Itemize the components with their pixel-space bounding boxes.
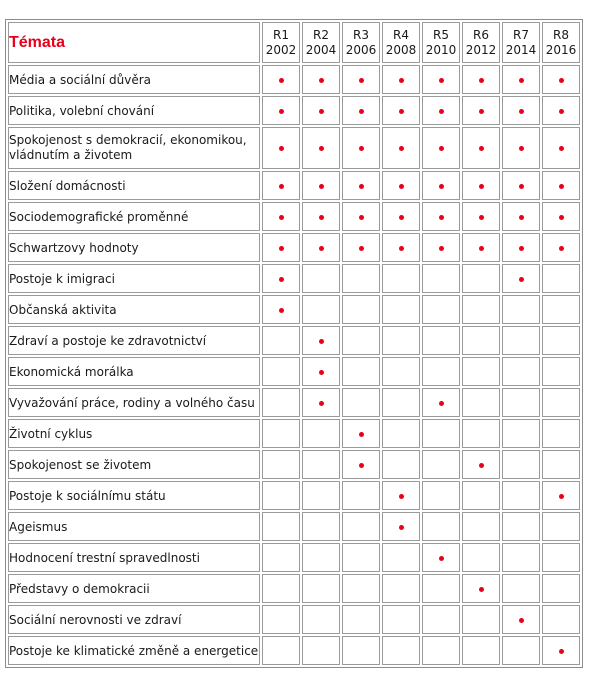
- round-cell: [262, 295, 300, 324]
- round-cell: [302, 233, 340, 262]
- round-column-header: [542, 22, 580, 63]
- table-row: [8, 65, 580, 94]
- round-cell: [342, 512, 380, 541]
- round-cell: [262, 202, 300, 231]
- round-cell: [462, 96, 500, 125]
- round-cell: [422, 574, 460, 603]
- included-dot-icon: [359, 463, 364, 468]
- round-cell: [342, 357, 380, 386]
- round-cell: [342, 202, 380, 231]
- included-dot-icon: [279, 78, 284, 83]
- round-year: 2004: [305, 42, 337, 57]
- table-row: [8, 512, 580, 541]
- included-dot-icon: [319, 215, 324, 220]
- included-dot-icon: [559, 184, 564, 189]
- round-column-header: [502, 22, 540, 63]
- round-cell: [502, 388, 540, 417]
- round-cell: [502, 636, 540, 665]
- included-dot-icon: [439, 78, 444, 83]
- round-cell: [342, 295, 380, 324]
- round-cell: [342, 171, 380, 200]
- table-row: [8, 481, 580, 510]
- round-column-header: [342, 22, 380, 63]
- round-cell: [422, 605, 460, 634]
- round-column-header: [302, 22, 340, 63]
- round-cell: [262, 96, 300, 125]
- included-dot-icon: [399, 109, 404, 114]
- round-cell: [462, 605, 500, 634]
- round-cell: [302, 388, 340, 417]
- included-dot-icon: [479, 246, 484, 251]
- round-cell: [462, 264, 500, 293]
- included-dot-icon: [399, 184, 404, 189]
- round-column-header: [382, 22, 420, 63]
- round-cell: [262, 171, 300, 200]
- round-cell: [462, 419, 500, 448]
- round-cell: [542, 574, 580, 603]
- included-dot-icon: [279, 184, 284, 189]
- included-dot-icon: [519, 109, 524, 114]
- included-dot-icon: [559, 494, 564, 499]
- included-dot-icon: [359, 432, 364, 437]
- round-cell: [462, 543, 500, 572]
- header-row: [8, 22, 580, 63]
- table-row: [8, 636, 580, 665]
- round-cell: [262, 264, 300, 293]
- round-cell: [302, 481, 340, 510]
- topic-label: Složení domácnosti: [8, 171, 260, 200]
- included-dot-icon: [359, 246, 364, 251]
- table-row: [8, 605, 580, 634]
- round-cell: [262, 636, 300, 665]
- round-cell: [302, 636, 340, 665]
- round-cell: [342, 264, 380, 293]
- round-cell: [502, 512, 540, 541]
- included-dot-icon: [439, 246, 444, 251]
- topic-label: Politika, volební chování: [8, 96, 260, 125]
- round-cell: [502, 574, 540, 603]
- included-dot-icon: [359, 146, 364, 151]
- table-row: [8, 295, 580, 324]
- round-cell: [302, 450, 340, 479]
- round-cell: [342, 388, 380, 417]
- included-dot-icon: [439, 146, 444, 151]
- included-dot-icon: [399, 494, 404, 499]
- included-dot-icon: [279, 109, 284, 114]
- round-cell: [342, 574, 380, 603]
- round-cell: [502, 127, 540, 169]
- round-cell: [382, 202, 420, 231]
- topic-label: Ekonomická morálka: [8, 357, 260, 386]
- round-column-header: [462, 22, 500, 63]
- included-dot-icon: [319, 184, 324, 189]
- round-cell: [422, 96, 460, 125]
- round-cell: [542, 171, 580, 200]
- included-dot-icon: [479, 215, 484, 220]
- round-cell: [422, 481, 460, 510]
- round-cell: [502, 202, 540, 231]
- round-cell: [502, 65, 540, 94]
- round-cell: [262, 450, 300, 479]
- round-cell: [462, 233, 500, 262]
- table-row: [8, 543, 580, 572]
- round-code: R8: [553, 27, 569, 42]
- round-cell: [542, 636, 580, 665]
- round-cell: [462, 127, 500, 169]
- included-dot-icon: [519, 618, 524, 623]
- topics-column-header: Témata: [8, 22, 260, 63]
- round-cell: [542, 326, 580, 355]
- round-cell: [542, 543, 580, 572]
- round-year: 2010: [425, 42, 457, 57]
- round-cell: [382, 233, 420, 262]
- round-cell: [382, 481, 420, 510]
- included-dot-icon: [279, 246, 284, 251]
- table-row: [8, 574, 580, 603]
- round-code: R7: [513, 27, 529, 42]
- round-cell: [302, 419, 340, 448]
- topic-label: Občanská aktivita: [8, 295, 260, 324]
- included-dot-icon: [519, 78, 524, 83]
- topic-label: Schwartzovy hodnoty: [8, 233, 260, 262]
- round-cell: [462, 65, 500, 94]
- round-cell: [302, 605, 340, 634]
- table-row: [8, 388, 580, 417]
- round-cell: [342, 65, 380, 94]
- table-row: [8, 419, 580, 448]
- topics-table: [5, 19, 583, 668]
- round-year: 2016: [545, 42, 577, 57]
- round-cell: [422, 450, 460, 479]
- round-year: 2008: [385, 42, 417, 57]
- round-cell: [382, 636, 420, 665]
- included-dot-icon: [559, 215, 564, 220]
- topic-label: Postoje k imigraci: [8, 264, 260, 293]
- included-dot-icon: [319, 78, 324, 83]
- round-cell: [302, 357, 340, 386]
- round-cell: [302, 65, 340, 94]
- round-cell: [262, 388, 300, 417]
- round-cell: [422, 512, 460, 541]
- table-row: [8, 202, 580, 231]
- round-cell: [542, 357, 580, 386]
- round-cell: [382, 605, 420, 634]
- included-dot-icon: [399, 215, 404, 220]
- round-cell: [342, 636, 380, 665]
- included-dot-icon: [519, 277, 524, 282]
- round-cell: [542, 481, 580, 510]
- round-cell: [502, 264, 540, 293]
- round-cell: [542, 419, 580, 448]
- included-dot-icon: [479, 463, 484, 468]
- included-dot-icon: [559, 146, 564, 151]
- round-cell: [262, 326, 300, 355]
- round-cell: [502, 481, 540, 510]
- included-dot-icon: [319, 370, 324, 375]
- round-cell: [262, 233, 300, 262]
- included-dot-icon: [479, 184, 484, 189]
- round-cell: [302, 202, 340, 231]
- round-cell: [502, 450, 540, 479]
- round-cell: [462, 326, 500, 355]
- included-dot-icon: [359, 215, 364, 220]
- included-dot-icon: [559, 78, 564, 83]
- included-dot-icon: [479, 109, 484, 114]
- round-cell: [422, 543, 460, 572]
- round-cell: [302, 543, 340, 572]
- round-cell: [382, 450, 420, 479]
- included-dot-icon: [319, 246, 324, 251]
- included-dot-icon: [399, 78, 404, 83]
- round-cell: [262, 512, 300, 541]
- included-dot-icon: [319, 339, 324, 344]
- round-year: 2012: [465, 42, 497, 57]
- included-dot-icon: [439, 401, 444, 406]
- round-cell: [542, 512, 580, 541]
- round-cell: [382, 65, 420, 94]
- round-cell: [302, 512, 340, 541]
- round-cell: [542, 605, 580, 634]
- round-cell: [422, 127, 460, 169]
- round-cell: [342, 543, 380, 572]
- topic-label: Ageismus: [8, 512, 260, 541]
- round-cell: [262, 543, 300, 572]
- round-cell: [462, 574, 500, 603]
- round-cell: [462, 171, 500, 200]
- round-cell: [302, 171, 340, 200]
- included-dot-icon: [279, 146, 284, 151]
- round-cell: [542, 233, 580, 262]
- round-cell: [262, 127, 300, 169]
- included-dot-icon: [439, 109, 444, 114]
- round-cell: [382, 574, 420, 603]
- table-row: [8, 96, 580, 125]
- round-cell: [342, 326, 380, 355]
- topic-label: Spokojenost s demokracií, ekonomikou, vládnutím a životem: [8, 127, 260, 169]
- table-row: [8, 127, 580, 169]
- included-dot-icon: [319, 401, 324, 406]
- topic-label: Vyvažování práce, rodiny a volného času: [8, 388, 260, 417]
- topics-table-wrapper: [5, 19, 583, 668]
- round-cell: [262, 357, 300, 386]
- round-cell: [422, 65, 460, 94]
- included-dot-icon: [319, 146, 324, 151]
- included-dot-icon: [439, 215, 444, 220]
- round-cell: [422, 264, 460, 293]
- included-dot-icon: [359, 109, 364, 114]
- round-cell: [342, 233, 380, 262]
- round-cell: [262, 605, 300, 634]
- round-cell: [302, 574, 340, 603]
- round-cell: [382, 295, 420, 324]
- included-dot-icon: [559, 109, 564, 114]
- included-dot-icon: [559, 649, 564, 654]
- round-cell: [542, 295, 580, 324]
- round-cell: [302, 96, 340, 125]
- round-code: R5: [433, 27, 449, 42]
- round-cell: [422, 171, 460, 200]
- round-cell: [462, 295, 500, 324]
- table-row: [8, 450, 580, 479]
- round-year: 2002: [265, 42, 297, 57]
- included-dot-icon: [559, 246, 564, 251]
- round-cell: [302, 326, 340, 355]
- round-cell: [422, 326, 460, 355]
- round-cell: [542, 96, 580, 125]
- round-cell: [422, 419, 460, 448]
- round-cell: [382, 127, 420, 169]
- round-cell: [542, 127, 580, 169]
- round-cell: [382, 96, 420, 125]
- included-dot-icon: [479, 146, 484, 151]
- round-cell: [302, 127, 340, 169]
- round-year: 2014: [505, 42, 537, 57]
- round-cell: [422, 202, 460, 231]
- round-cell: [462, 512, 500, 541]
- round-cell: [342, 96, 380, 125]
- round-cell: [462, 357, 500, 386]
- round-cell: [382, 388, 420, 417]
- included-dot-icon: [279, 308, 284, 313]
- round-cell: [502, 233, 540, 262]
- round-cell: [262, 65, 300, 94]
- topic-label: Zdraví a postoje ke zdravotnictví: [8, 326, 260, 355]
- included-dot-icon: [519, 215, 524, 220]
- round-code: R6: [473, 27, 489, 42]
- round-year: 2006: [345, 42, 377, 57]
- round-cell: [422, 233, 460, 262]
- topic-label: Hodnocení trestní spravedlnosti: [8, 543, 260, 572]
- round-cell: [462, 388, 500, 417]
- round-column-header: [422, 22, 460, 63]
- round-cell: [262, 481, 300, 510]
- topic-label: Sociodemografické proměnné: [8, 202, 260, 231]
- included-dot-icon: [359, 184, 364, 189]
- round-cell: [302, 264, 340, 293]
- included-dot-icon: [399, 146, 404, 151]
- round-cell: [382, 171, 420, 200]
- topic-label: Sociální nerovnosti ve zdraví: [8, 605, 260, 634]
- round-code: R3: [353, 27, 369, 42]
- included-dot-icon: [479, 587, 484, 592]
- round-cell: [502, 605, 540, 634]
- table-row: [8, 357, 580, 386]
- included-dot-icon: [519, 146, 524, 151]
- table-row: [8, 326, 580, 355]
- round-cell: [542, 65, 580, 94]
- round-cell: [502, 419, 540, 448]
- round-cell: [382, 357, 420, 386]
- round-cell: [542, 202, 580, 231]
- included-dot-icon: [519, 184, 524, 189]
- round-cell: [422, 295, 460, 324]
- round-cell: [462, 450, 500, 479]
- round-cell: [502, 326, 540, 355]
- round-cell: [342, 481, 380, 510]
- round-cell: [342, 419, 380, 448]
- table-row: [8, 264, 580, 293]
- topic-label: Média a sociální důvěra: [8, 65, 260, 94]
- included-dot-icon: [399, 525, 404, 530]
- topic-label: Spokojenost se životem: [8, 450, 260, 479]
- included-dot-icon: [479, 78, 484, 83]
- round-cell: [262, 574, 300, 603]
- round-cell: [462, 636, 500, 665]
- round-cell: [542, 450, 580, 479]
- topic-label: Postoje ke klimatické změně a energetice: [8, 636, 260, 665]
- round-cell: [382, 543, 420, 572]
- round-cell: [502, 96, 540, 125]
- topic-label: Životní cyklus: [8, 419, 260, 448]
- round-cell: [342, 450, 380, 479]
- round-cell: [342, 127, 380, 169]
- round-cell: [502, 171, 540, 200]
- table-row: [8, 171, 580, 200]
- round-cell: [502, 295, 540, 324]
- included-dot-icon: [319, 109, 324, 114]
- included-dot-icon: [439, 184, 444, 189]
- round-code: R4: [393, 27, 409, 42]
- topic-label: Představy o demokracii: [8, 574, 260, 603]
- included-dot-icon: [359, 78, 364, 83]
- round-cell: [422, 388, 460, 417]
- included-dot-icon: [439, 556, 444, 561]
- table-body: [8, 65, 580, 665]
- round-cell: [382, 326, 420, 355]
- round-code: R1: [273, 27, 289, 42]
- round-cell: [262, 419, 300, 448]
- included-dot-icon: [519, 246, 524, 251]
- round-cell: [422, 357, 460, 386]
- included-dot-icon: [279, 277, 284, 282]
- round-cell: [382, 419, 420, 448]
- round-column-header: [262, 22, 300, 63]
- round-cell: [542, 388, 580, 417]
- round-cell: [462, 202, 500, 231]
- included-dot-icon: [279, 215, 284, 220]
- table-row: [8, 233, 580, 262]
- round-cell: [342, 605, 380, 634]
- included-dot-icon: [399, 246, 404, 251]
- round-cell: [542, 264, 580, 293]
- round-cell: [382, 512, 420, 541]
- round-code: R2: [313, 27, 329, 42]
- round-cell: [382, 264, 420, 293]
- round-cell: [462, 481, 500, 510]
- round-cell: [502, 543, 540, 572]
- topic-label: Postoje k sociálnímu státu: [8, 481, 260, 510]
- round-cell: [302, 295, 340, 324]
- round-cell: [422, 636, 460, 665]
- round-cell: [502, 357, 540, 386]
